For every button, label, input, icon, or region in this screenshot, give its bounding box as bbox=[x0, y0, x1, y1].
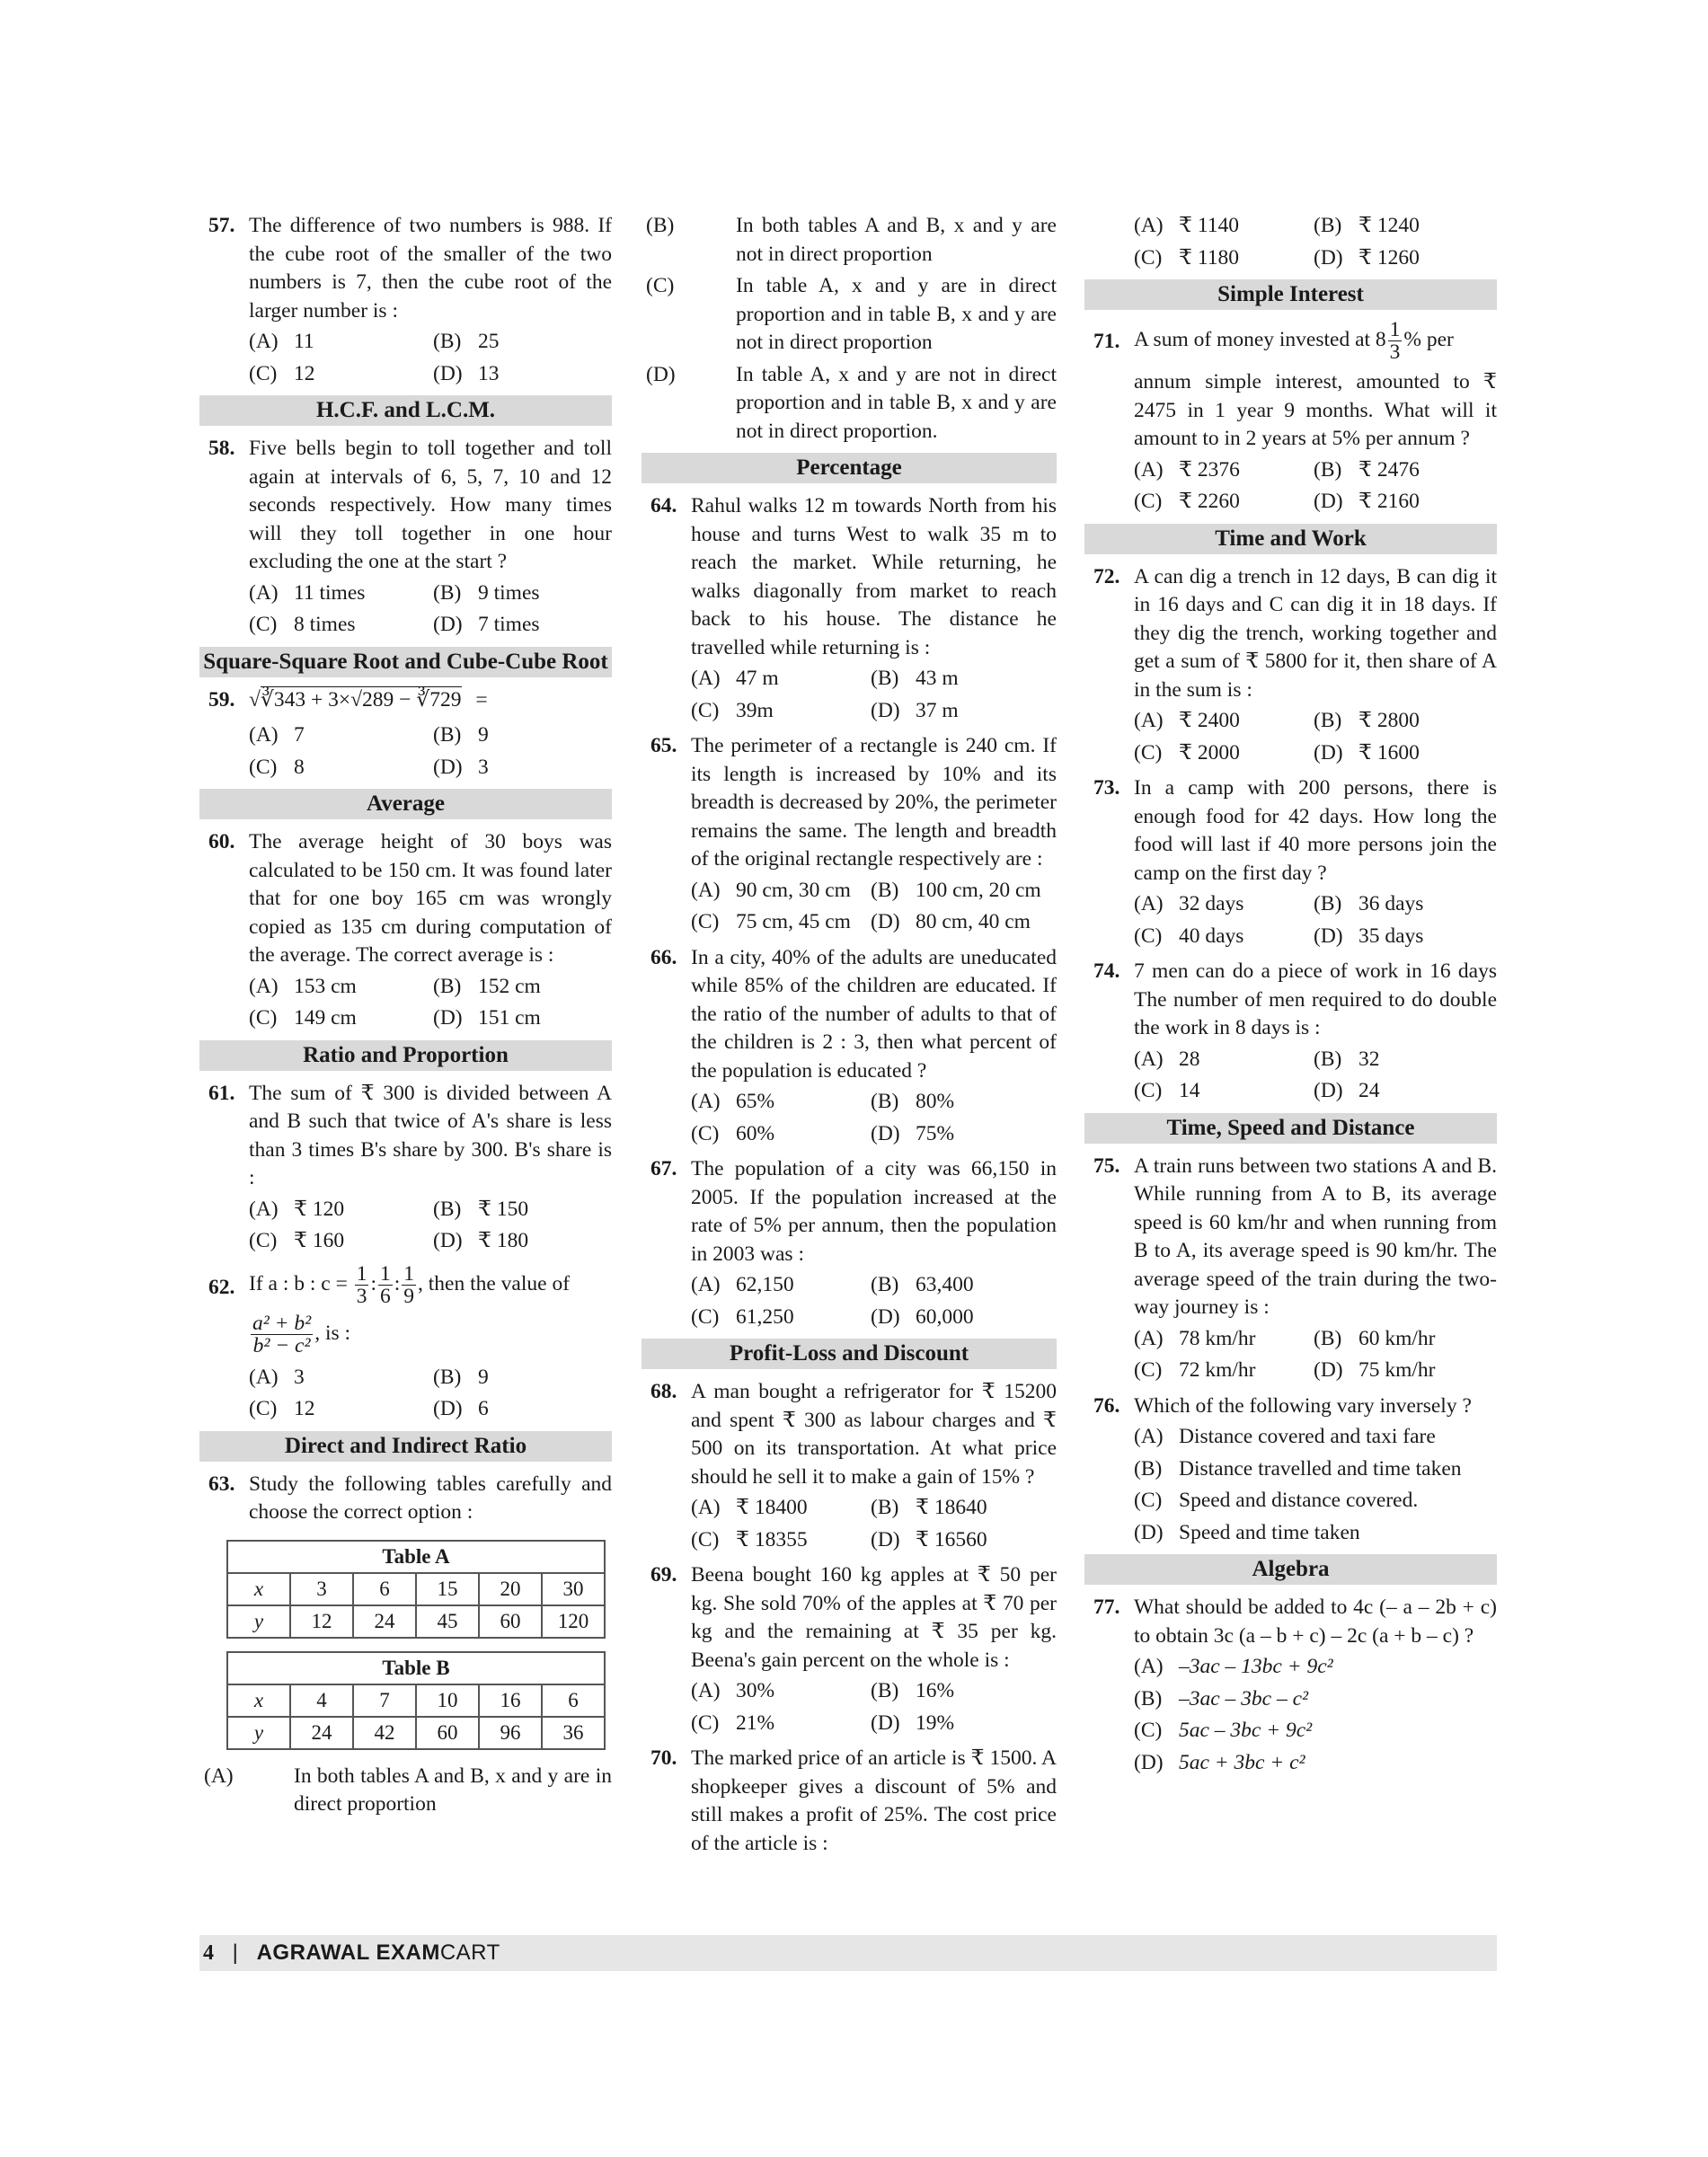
options bbox=[1134, 890, 1497, 950]
question-text: Which of the following vary inversely ? bbox=[1134, 1393, 1472, 1418]
question-expression: √∛343 + 3×√289 − ∛729 = bbox=[249, 687, 488, 712]
options bbox=[691, 1271, 1057, 1331]
option-a: (A) –3ac – 13bc + 9c² bbox=[1134, 1655, 1333, 1678]
option-c: (C) 40 days bbox=[1134, 924, 1244, 948]
option-c: (C) Speed and distance covered. bbox=[1134, 1489, 1419, 1512]
option-b: (B) In both tables A and B, x and y are not in direct proportion bbox=[646, 214, 1057, 266]
question-text: 7 men can do a piece of work in 16 days The number of men required to do double the work in 8 days is : bbox=[1134, 959, 1497, 1039]
question-65 bbox=[642, 732, 1057, 937]
section-heading-hcf: H.C.F. and L.C.M. bbox=[199, 395, 612, 426]
question-text: If a : b : c = $\frac{1}{3}$ : $\frac{1}{6}$ : $\frac{1}{9}$ , then the value of bbox=[249, 1261, 571, 1308]
question-66 bbox=[642, 944, 1057, 1149]
question-text: A can dig a trench in 12 days, B can dig it in 16 days and C can dig it in 18 days. If they dig the trench, working together and get a sum of ₹ 5800 for it, then share of A in the sum is : bbox=[1134, 564, 1497, 702]
option-d: (D) 5ac + 3bc + c² bbox=[1134, 1750, 1305, 1774]
option-c: (C) 75 cm, 45 cm bbox=[691, 910, 851, 933]
options bbox=[691, 877, 1057, 937]
option-b: (B) 60 km/hr bbox=[1314, 1326, 1436, 1350]
question-75 bbox=[1084, 1153, 1497, 1385]
question-63-continued bbox=[642, 212, 1057, 446]
options bbox=[1134, 1046, 1497, 1106]
question-number: 74. bbox=[1093, 959, 1120, 983]
question-text: A train runs between two stations A and B. While running from A to B, its average speed is 60 km/hr and when running from B to A, its average speed is 90 km/hr. The average speed of the train during the two-way journey is : bbox=[1134, 1154, 1497, 1319]
option-c: (C) 8 bbox=[249, 755, 305, 779]
option-b: (B) 9 times bbox=[433, 580, 540, 605]
option-d: (D) ₹ 180 bbox=[433, 1229, 529, 1252]
section-heading-time-work: Time and Work bbox=[1084, 524, 1497, 554]
options bbox=[691, 1677, 1057, 1737]
question-72 bbox=[1084, 563, 1497, 768]
column-2 bbox=[642, 212, 1057, 1865]
question-76 bbox=[1084, 1392, 1497, 1548]
question-text: Rahul walks 12 m towards North from his house and turns West to walk 35 m to reach the market. While returning, he walks diagonally from market to reach back to his house. The distance he travelled while returning is : bbox=[691, 494, 1057, 659]
footer-separator: | bbox=[232, 1940, 238, 1965]
option-b: (B) 32 bbox=[1314, 1047, 1380, 1071]
question-number: 76. bbox=[1093, 1393, 1120, 1418]
option-c: (C) 39m bbox=[691, 698, 774, 722]
option-c: (C) ₹ 160 bbox=[249, 1229, 345, 1252]
question-69 bbox=[642, 1561, 1057, 1737]
question-70 bbox=[642, 1745, 1057, 1858]
option-a: (A) 7 bbox=[249, 723, 305, 747]
table-title: Table B bbox=[227, 1652, 605, 1684]
question-number: 57. bbox=[208, 214, 235, 237]
question-number: 64. bbox=[650, 494, 677, 517]
question-text: The marked price of an article is ₹ 1500. A shopkeeper gives a discount of 5% and still makes a profit of 25%. The cost price of the article is : bbox=[691, 1746, 1057, 1855]
question-58 bbox=[199, 435, 612, 640]
question-77 bbox=[1084, 1594, 1497, 1777]
option-c: (C) ₹ 18355 bbox=[691, 1527, 808, 1551]
question-number: 68. bbox=[650, 1380, 677, 1403]
option-c: (C) 21% bbox=[691, 1711, 775, 1735]
section-heading-algebra: Algebra bbox=[1084, 1554, 1497, 1585]
option-a: (A) ₹ 120 bbox=[249, 1197, 345, 1221]
option-a: (A) 11 bbox=[249, 330, 314, 353]
question-text: Study the following tables carefully and choose the correct option : bbox=[249, 1472, 612, 1524]
question-text: A man bought a refrigerator for ₹ 15200 and spent ₹ 300 as labour charges and ₹ 500 on its transportation. At what price should he sell it to make a gain of 15% ? bbox=[691, 1380, 1057, 1489]
options bbox=[691, 665, 1057, 725]
option-d: (D) 6 bbox=[433, 1397, 489, 1420]
option-d: (D) In table A, x and y are not in direct proportion and in table B, x and y are not in direct proportion. bbox=[646, 362, 1057, 443]
option-b: (B) 25 bbox=[433, 330, 500, 353]
option-a: (A) 47 m bbox=[691, 667, 779, 690]
option-d: (D) Speed and time taken bbox=[1134, 1520, 1360, 1544]
question-number: 59. bbox=[208, 687, 235, 712]
question-expression: $\frac{\text{a² + b²}}{\text{b² − c²}}$ , is : bbox=[252, 1311, 351, 1357]
option-a: (A) 32 days bbox=[1134, 892, 1244, 915]
option-a: (A) ₹ 18400 bbox=[691, 1496, 808, 1519]
option-d: (D) ₹ 1260 bbox=[1314, 245, 1420, 270]
section-heading-simple-interest: Simple Interest bbox=[1084, 279, 1497, 310]
options bbox=[249, 579, 612, 640]
option-d: (D) ₹ 1600 bbox=[1314, 740, 1420, 765]
option-c: (C) ₹ 1180 bbox=[1134, 245, 1239, 270]
option-b: (B) 43 m bbox=[871, 667, 959, 690]
column-1 bbox=[199, 212, 612, 1826]
question-number: 70. bbox=[650, 1746, 677, 1770]
section-heading-average: Average bbox=[199, 789, 612, 819]
question-number: 77. bbox=[1093, 1596, 1120, 1619]
options bbox=[1134, 212, 1497, 272]
option-c: (C) 8 times bbox=[249, 613, 356, 636]
question-text: Five bells begin to toll together and toll again at intervals of 6, 5, 7, 10 and 12 seconds respectively. How many times will they toll together in one hour excluding the one at the start ? bbox=[249, 437, 612, 573]
option-c: (C) In table A, x and y are in direct proportion and in table B, x and y are not in direct proportion bbox=[646, 274, 1057, 354]
options bbox=[249, 328, 612, 388]
table-a bbox=[226, 1540, 606, 1639]
option-a: (A) 62,150 bbox=[691, 1273, 794, 1296]
question-number: 66. bbox=[650, 945, 677, 969]
table-row: y 24 42 60 96 36 bbox=[227, 1717, 605, 1749]
page-footer bbox=[199, 1935, 1497, 1971]
question-text: The perimeter of a rectangle is 240 cm. If its length is increased by 10% and its breadth is decreased by 20%, the perimeter remains the same. The length and breadth of the original rectangle respectively are : bbox=[691, 734, 1057, 871]
question-text: Beena bought 160 kg apples at ₹ 50 per kg. She sold 70% of the apples at ₹ 70 per kg and the remaining at ₹ 35 per kg. Beena's gain percent on the whole is : bbox=[691, 1563, 1057, 1672]
section-heading-percentage: Percentage bbox=[642, 453, 1057, 483]
option-d: (D) 80 cm, 40 cm bbox=[871, 910, 1031, 933]
option-d: (D) 3 bbox=[433, 755, 489, 779]
option-d: (D) 13 bbox=[433, 361, 500, 385]
question-number: 58. bbox=[208, 437, 235, 460]
option-a: (A) 30% bbox=[691, 1679, 775, 1702]
question-number: 73. bbox=[1093, 776, 1120, 800]
option-c: (C) 14 bbox=[1134, 1079, 1200, 1102]
question-57 bbox=[199, 212, 612, 388]
column-3 bbox=[1084, 212, 1497, 1784]
option-a: (A) 11 times bbox=[249, 580, 366, 605]
option-d: (D) ₹ 16560 bbox=[871, 1527, 987, 1551]
options bbox=[249, 1364, 612, 1424]
options bbox=[691, 1494, 1057, 1554]
option-d: (D) 7 times bbox=[433, 613, 540, 636]
option-a: (A) 3 bbox=[249, 1365, 305, 1389]
option-d: (D) 60,000 bbox=[871, 1304, 974, 1329]
section-heading-square-cube: Square-Square Root and Cube-Cube Root bbox=[199, 647, 612, 677]
options bbox=[1134, 1653, 1497, 1777]
table-b bbox=[226, 1651, 606, 1750]
option-b: (B) 16% bbox=[871, 1679, 955, 1702]
option-d: (D) 37 m bbox=[871, 698, 959, 722]
question-68 bbox=[642, 1378, 1057, 1554]
options bbox=[249, 721, 612, 782]
question-63-option-a: (A) In both tables A and B, x and y are in direct proportion bbox=[204, 1764, 612, 1816]
question-67 bbox=[642, 1155, 1057, 1331]
option-d: (D) 19% bbox=[871, 1711, 955, 1735]
table-row: x 4 7 10 16 6 bbox=[227, 1684, 605, 1717]
question-number: 67. bbox=[650, 1157, 677, 1180]
table-title: Table A bbox=[227, 1541, 605, 1573]
question-number: 75. bbox=[1093, 1154, 1120, 1178]
options bbox=[1134, 456, 1497, 517]
question-text: In a city, 40% of the adults are uneducated while 85% of the children are educated. If the ratio of the number of adults to that of the children is 2 : 3, then what percent of the population is educated ? bbox=[691, 945, 1057, 1083]
question-text: A sum of money invested at 8 $\frac{1}{3}$ % per bbox=[1134, 318, 1454, 364]
option-d: (D) ₹ 2160 bbox=[1314, 490, 1420, 513]
question-number: 60. bbox=[208, 830, 235, 853]
option-d: (D) 75 km/hr bbox=[1314, 1358, 1436, 1382]
question-text: In a camp with 200 persons, there is enough food for 42 days. How long the food will last if 40 more persons join the camp on the first day ? bbox=[1134, 776, 1497, 885]
option-d: (D) 151 cm bbox=[433, 1006, 541, 1030]
option-a: (A) ₹ 2376 bbox=[1134, 457, 1240, 482]
option-b: (B) 36 days bbox=[1314, 892, 1424, 915]
option-b: (B) 100 cm, 20 cm bbox=[871, 878, 1041, 902]
option-a: (A) 90 cm, 30 cm bbox=[691, 878, 851, 902]
option-a: (A) ₹ 1140 bbox=[1134, 214, 1239, 237]
section-heading-ratio: Ratio and Proportion bbox=[199, 1040, 612, 1071]
question-71 bbox=[1084, 319, 1497, 517]
question-number: 71. bbox=[1093, 330, 1120, 353]
option-b: (B) ₹ 150 bbox=[433, 1197, 529, 1221]
question-number: 72. bbox=[1093, 564, 1120, 588]
option-c: (C) 61,250 bbox=[691, 1304, 794, 1329]
option-c: (C) 72 km/hr bbox=[1134, 1358, 1256, 1382]
option-a: (A) 153 cm bbox=[249, 974, 357, 998]
option-c: (C) ₹ 2000 bbox=[1134, 740, 1240, 765]
option-b: (B) ₹ 2476 bbox=[1314, 457, 1420, 482]
options bbox=[249, 1196, 612, 1256]
option-a: (A) Distance covered and taxi fare bbox=[1134, 1425, 1436, 1448]
question-64 bbox=[642, 492, 1057, 725]
option-a: (A) 78 km/hr bbox=[1134, 1326, 1256, 1350]
question-text: The sum of ₹ 300 is divided between A and B such that twice of A's share is less than 3 times B's share by 300. B's share is : bbox=[249, 1081, 612, 1189]
option-d: (D) 35 days bbox=[1314, 924, 1424, 948]
option-a: (A) 28 bbox=[1134, 1047, 1200, 1071]
section-heading-direct-indirect: Direct and Indirect Ratio bbox=[199, 1431, 612, 1462]
question-number: 61. bbox=[208, 1081, 235, 1105]
option-c: (C) 12 bbox=[249, 1397, 315, 1420]
question-text: The population of a city was 66,150 in 2005. If the population increased at the rate of 5% per annum, then the population in 2003 was : bbox=[691, 1157, 1057, 1266]
option-b: (B) 152 cm bbox=[433, 974, 541, 998]
option-b: (B) 63,400 bbox=[871, 1273, 974, 1296]
question-text: What should be added to 4c (– a – 2b + c) to obtain 3c (a – b + c) – 2c (a + b – c) ? bbox=[1134, 1596, 1497, 1648]
brand-logo: AGRAWAL EXAMCART bbox=[256, 1940, 500, 1965]
option-b: (B) ₹ 2800 bbox=[1314, 709, 1420, 732]
options bbox=[1134, 1325, 1497, 1385]
table-row: x 3 6 15 20 30 bbox=[227, 1573, 605, 1605]
question-73 bbox=[1084, 774, 1497, 950]
options bbox=[691, 1088, 1057, 1148]
option-b: (B) 80% bbox=[871, 1090, 955, 1113]
question-number: 69. bbox=[650, 1563, 677, 1587]
option-b: (B) 9 bbox=[433, 1365, 489, 1389]
section-heading-profit-loss: Profit-Loss and Discount bbox=[642, 1339, 1057, 1369]
page-number: 4 bbox=[203, 1941, 214, 1965]
option-b: (B) ₹ 18640 bbox=[871, 1496, 987, 1519]
option-b: (B) ₹ 1240 bbox=[1314, 214, 1420, 237]
option-c: (C) 149 cm bbox=[249, 1006, 357, 1030]
question-60 bbox=[199, 828, 612, 1033]
option-b: (B) 9 bbox=[433, 723, 489, 747]
question-63 bbox=[199, 1471, 612, 1527]
question-text-continued: annum simple interest, amounted to ₹ 2475 in 1 year 9 months. What will it amount to in 2 years at 5% per annum ? bbox=[1134, 370, 1497, 450]
option-b: (B) –3ac – 3bc – c² bbox=[1134, 1686, 1309, 1711]
table-row: y 12 24 45 60 120 bbox=[227, 1605, 605, 1638]
question-74 bbox=[1084, 958, 1497, 1106]
option-d: (D) 24 bbox=[1314, 1079, 1380, 1102]
question-62 bbox=[199, 1263, 612, 1424]
question-text: The difference of two numbers is 988. If the cube root of the smaller of the two numbers is 7, then the cube root of the larger number is : bbox=[249, 214, 612, 323]
option-b: (B) Distance travelled and time taken bbox=[1134, 1456, 1462, 1481]
question-61 bbox=[199, 1080, 612, 1256]
question-number: 63. bbox=[208, 1472, 235, 1496]
option-d: (D) 75% bbox=[871, 1121, 955, 1145]
question-number: 62. bbox=[208, 1275, 235, 1299]
question-number: 65. bbox=[650, 734, 677, 757]
option-a: (A) 65% bbox=[691, 1090, 775, 1113]
option-c: (C) 60% bbox=[691, 1121, 775, 1145]
options bbox=[1134, 1423, 1497, 1547]
options bbox=[249, 973, 612, 1033]
option-c: (C) 5ac – 3bc + 9c² bbox=[1134, 1719, 1313, 1742]
root-expression: 343 + 3×√289 − ∛729 bbox=[273, 687, 462, 712]
question-text: The average height of 30 boys was calculated to be 150 cm. It was found later that for one boy 165 cm was wrongly copied as 135 cm during computation of the average. The correct average is : bbox=[249, 830, 612, 967]
option-a: (A) ₹ 2400 bbox=[1134, 709, 1240, 732]
option-c: (C) 12 bbox=[249, 361, 315, 385]
question-59 bbox=[199, 686, 612, 782]
section-heading-time-speed-distance: Time, Speed and Distance bbox=[1084, 1113, 1497, 1144]
options bbox=[1134, 707, 1497, 767]
option-c: (C) ₹ 2260 bbox=[1134, 490, 1240, 513]
question-70-options bbox=[1084, 212, 1497, 272]
